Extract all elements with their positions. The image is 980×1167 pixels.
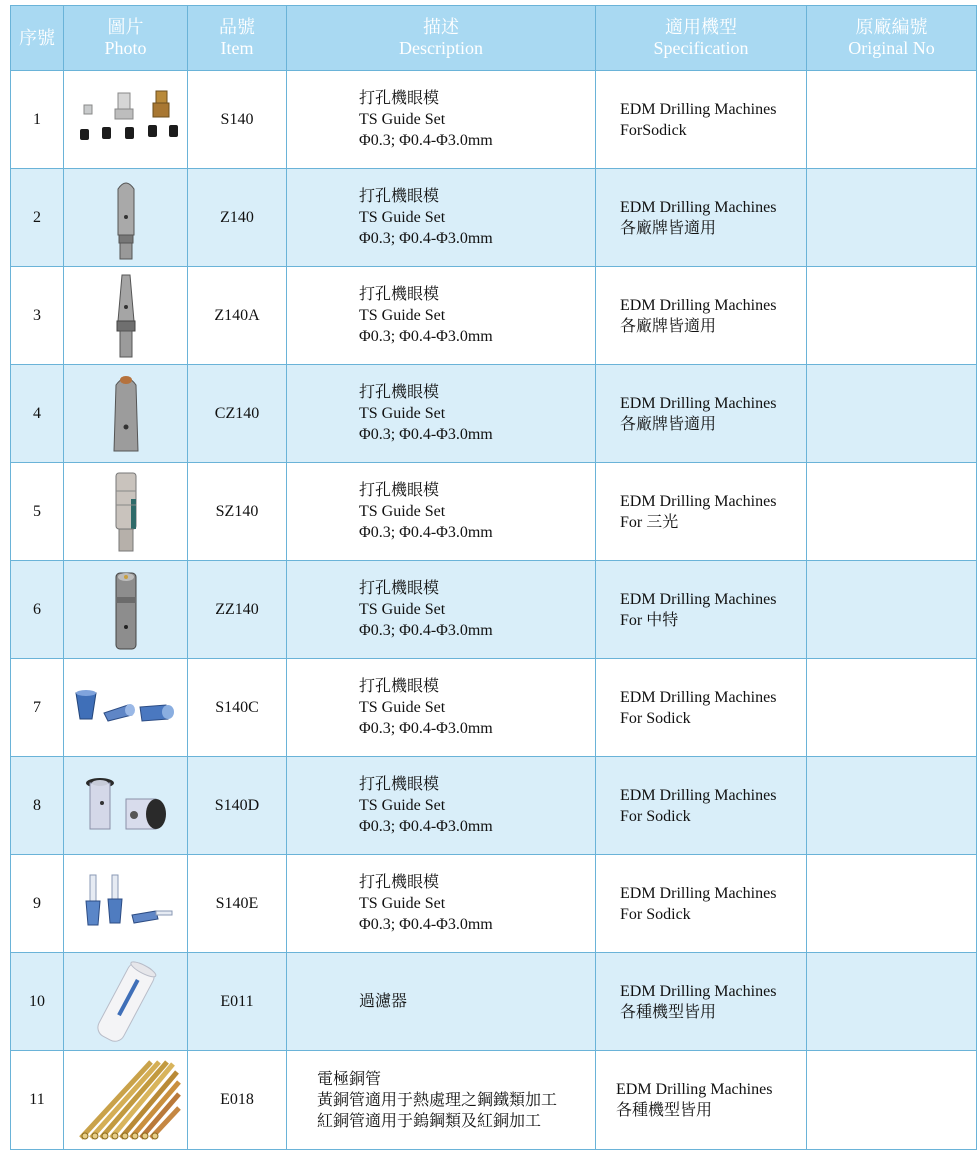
header-no: 序號 (11, 6, 64, 71)
description: 打孔機眼模 TS Guide Set Φ0.3; Φ0.4-Φ3.0mm (287, 561, 596, 659)
table-row (11, 757, 977, 855)
row-number: 5 (11, 463, 64, 561)
row-number: 10 (11, 953, 64, 1051)
description: 打孔機眼模 TS Guide Set Φ0.3; Φ0.4-Φ3.0mm (287, 757, 596, 855)
description: 電極銅管 黃銅管適用于熱處理之鋼鐵類加工 紅銅管適用于鎢鋼類及紅銅加工 (287, 1051, 596, 1150)
table-row (11, 659, 977, 757)
original-no (807, 71, 977, 169)
specification: EDM Drilling Machines 各種機型皆用 (596, 1051, 807, 1150)
specification: EDM Drilling Machines ForSodick (596, 71, 807, 169)
product-photo (64, 169, 188, 267)
item-code: S140 (188, 71, 287, 169)
row-number: 11 (11, 1051, 64, 1150)
original-no (807, 1051, 977, 1150)
table-row (11, 169, 977, 267)
guide-set-parts-image (70, 85, 182, 155)
item-code: S140C (188, 659, 287, 757)
description: 打孔機眼模 TS Guide Set Φ0.3; Φ0.4-Φ3.0mm (287, 71, 596, 169)
original-no (807, 953, 977, 1051)
nozzle-guides-image (76, 871, 176, 937)
original-no (807, 169, 977, 267)
short-guide-image (104, 371, 148, 457)
product-photo (64, 855, 188, 953)
original-no (807, 561, 977, 659)
table-row (11, 561, 977, 659)
specification: EDM Drilling Machines 各種機型皆用 (596, 953, 807, 1051)
description: 打孔機眼模 TS Guide Set Φ0.3; Φ0.4-Φ3.0mm (287, 855, 596, 953)
item-code: SZ140 (188, 463, 287, 561)
original-no (807, 855, 977, 953)
product-photo (64, 267, 188, 365)
item-code: ZZ140 (188, 561, 287, 659)
item-code: CZ140 (188, 365, 287, 463)
item-code: E011 (188, 953, 287, 1051)
description: 打孔機眼模 TS Guide Set Φ0.3; Φ0.4-Φ3.0mm (287, 463, 596, 561)
original-no (807, 463, 977, 561)
cylinder-guide-image (106, 567, 146, 653)
item-code: Z140A (188, 267, 287, 365)
header-item: 品號 Item (188, 6, 287, 71)
item-code: S140D (188, 757, 287, 855)
product-table (10, 5, 977, 1150)
specification: EDM Drilling Machines For 三光 (596, 463, 807, 561)
specification: EDM Drilling Machines For 中特 (596, 561, 807, 659)
header-photo: 圖片 Photo (64, 6, 188, 71)
row-number: 2 (11, 169, 64, 267)
header-specification: 適用機型 Specification (596, 6, 807, 71)
table-row (11, 71, 977, 169)
tapered-guide-pin-image (106, 271, 146, 361)
table-row (11, 267, 977, 365)
row-number: 7 (11, 659, 64, 757)
copper-electrode-tubes-image (71, 1058, 181, 1142)
row-number: 8 (11, 757, 64, 855)
header-original-no: 原廠編號 Original No (807, 6, 977, 71)
specification: EDM Drilling Machines 各廠牌皆適用 (596, 365, 807, 463)
table-row (11, 1051, 977, 1150)
table-row (11, 463, 977, 561)
collet-guide-image (104, 469, 148, 555)
description: 過濾器 (287, 953, 596, 1051)
blue-ceramic-guides-image (70, 683, 182, 733)
filter-cartridge-image (86, 959, 166, 1045)
specification: EDM Drilling Machines For Sodick (596, 659, 807, 757)
header-description: 描述 Description (287, 6, 596, 71)
header-row (11, 6, 977, 71)
description: 打孔機眼模 TS Guide Set Φ0.3; Φ0.4-Φ3.0mm (287, 267, 596, 365)
description: 打孔機眼模 TS Guide Set Φ0.3; Φ0.4-Φ3.0mm (287, 169, 596, 267)
row-number: 4 (11, 365, 64, 463)
product-photo (64, 659, 188, 757)
specification: EDM Drilling Machines 各廠牌皆適用 (596, 169, 807, 267)
item-code: Z140 (188, 169, 287, 267)
product-photo (64, 757, 188, 855)
product-photo (64, 1051, 188, 1150)
original-no (807, 659, 977, 757)
table-row (11, 365, 977, 463)
description: 打孔機眼模 TS Guide Set Φ0.3; Φ0.4-Φ3.0mm (287, 659, 596, 757)
guide-pin-image (106, 175, 146, 261)
specification: EDM Drilling Machines For Sodick (596, 757, 807, 855)
product-photo (64, 561, 188, 659)
product-photo (64, 463, 188, 561)
product-photo (64, 71, 188, 169)
row-number: 1 (11, 71, 64, 169)
ceramic-holder-guides-image (76, 773, 176, 839)
description: 打孔機眼模 TS Guide Set Φ0.3; Φ0.4-Φ3.0mm (287, 365, 596, 463)
row-number: 9 (11, 855, 64, 953)
specification: EDM Drilling Machines For Sodick (596, 855, 807, 953)
original-no (807, 267, 977, 365)
item-code: S140E (188, 855, 287, 953)
product-photo (64, 953, 188, 1051)
specification: EDM Drilling Machines 各廠牌皆適用 (596, 267, 807, 365)
row-number: 6 (11, 561, 64, 659)
table-row (11, 855, 977, 953)
item-code: E018 (188, 1051, 287, 1150)
original-no (807, 365, 977, 463)
row-number: 3 (11, 267, 64, 365)
original-no (807, 757, 977, 855)
product-photo (64, 365, 188, 463)
table-row (11, 953, 977, 1051)
